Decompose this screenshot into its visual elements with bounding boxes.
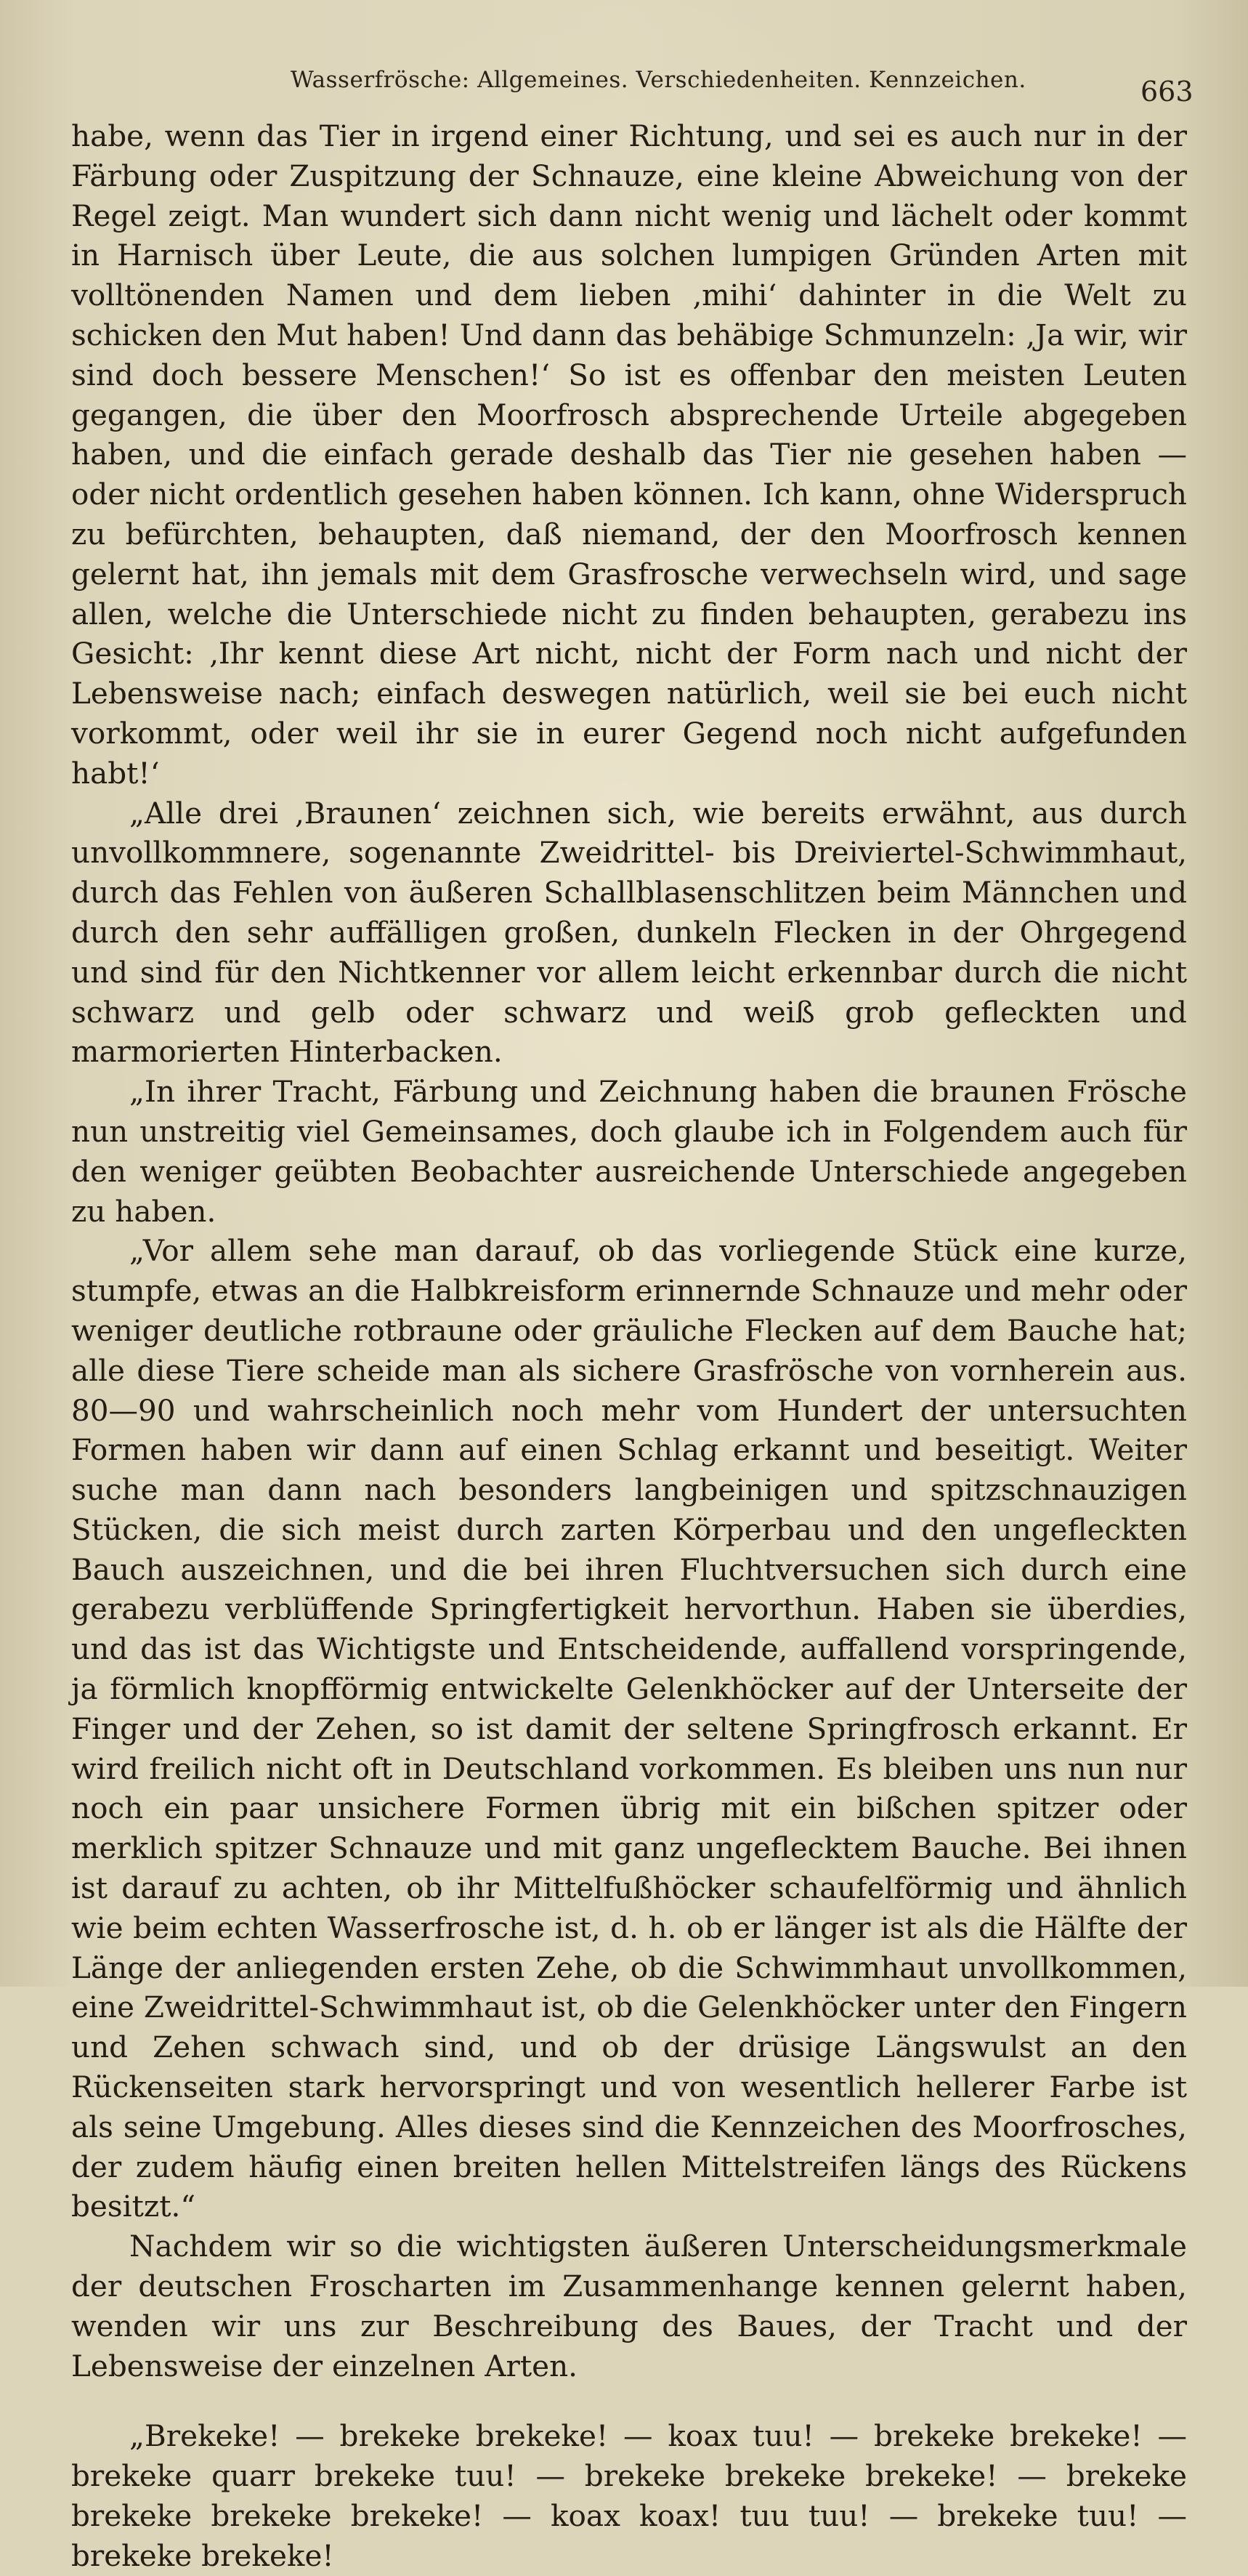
paragraph-quote-braune: „Alle drei ‚Braunen‘ zeichnen sich, wie bereits erwähnt, aus durch unvollkommnere, sogenannte Zweidrittel- bis Dreiviertel-Schwimmhaut, durch das Fehlen von äußeren Schallblasenschlitzen beim Männchen und durch den sehr auffälligen großen, dunkeln Flecken in der Ohrgegend und sind für den Nichtkenner vor allem leicht erkennbar durch die nicht schwarz und gelb oder schwarz und weiß grob gefleckten und marmorierten Hinterbacken. <box>71 795 1187 1070</box>
paragraph-quote-tracht: „In ihrer Tracht, Färbung und Zeichnung haben die braunen Frösche nun unstreitig viel Gemeinsames, doch glaube ich in Folgendem auch für den weniger geübten Beobachter ausreichende Unterschiede angegeben zu haben. <box>71 1074 1187 1229</box>
body-text <box>71 116 1187 2576</box>
paragraph-quote-vor-allem: „Vor allem sehe man darauf, ob das vorliegende Stück eine kurze, stumpfe, etwas an die Halbkreisform erinnernde Schnauze und mehr oder weniger deutliche rotbraune oder gräuliche Flecken auf dem Bauche hat; alle diese Tiere scheide man als sichere Grasfrösche von vornherein aus. 80—90 und wahrscheinlich noch mehr vom Hundert der untersuchten Formen haben wir dann auf einen Schlag erkannt und beseitigt. Weiter suche man dann nach besonders langbeinigen und spitzschnauzigen Stücken, die sich meist durch zarten Körperbau und den ungefleckten Bauch auszeichnen, und die bei ihren Fluchtversuchen sich durch eine gerabezu verblüffende Springfertigkeit hervorthun. Haben sie überdies, und das ist das Wichtigste und Entscheidende, auffallend vorspringende, ja förmlich knopfförmig entwickelte Gelenkhöcker auf der Unterseite der Finger und der Zehen, so ist damit der seltene Springfrosch erkannt. Er wird freilich nicht oft in Deutschland vorkommen. Es bleiben uns nun nur noch ein paar unsichere Formen übrig mit ein bißchen spitzer oder merklich spitzer Schnauze und mit ganz ungeflecktem Bauche. Bei ihnen ist darauf zu achten, ob ihr Mittelfußhöcker schaufelförmig und ähnlich wie beim echten Wasserfrosche ist, d. h. ob er länger ist als die Hälfte der Länge der anliegenden ersten Zehe, ob die Schwimmhaut unvollkommen, eine Zweidrittel-Schwimmhaut ist, ob die Gelenkhöcker unter den Fingern und Zehen schwach sind, und ob der drüsige Längswulst an den Rückenseiten stark hervorspringt und von wesentlich hellerer Farbe ist als seine Umgebung. Alles dieses sind die Kennzeichen des Moorfrosches, der zudem häufig einen breiten hellen Mittelstreifen längs des Rückens besitzt.“ <box>71 1233 1187 2224</box>
paragraph-brekeke: „Brekeke! — brekeke brekeke! — koax tuu! — brekeke brekeke! — brekeke quarr brekeke tuu! — brekeke brekeke brekeke! — brekeke brekeke brekeke brekeke! — koax koax! tuu tuu! — brekeke tuu! — brekeke brekeke! <box>71 2418 1187 2573</box>
running-header-title: Wasserfrösche: Allgemeines. Verschiedenheiten. Kennzeichen. <box>291 67 1026 93</box>
paragraph-nachdem: Nachdem wir so die wichtigsten äußeren Unterscheidungsmerkmale der deutschen Froscharten im Zusammenhange kennen gelernt haben, wenden wir uns zur Beschreibung des Baues, der Tracht und der Lebensweise der einzelnen Arten. <box>71 2229 1187 2383</box>
page-number: 663 <box>1140 76 1194 108</box>
paragraph-continuation: habe, wenn das Tier in irgend einer Richtung, und sei es auch nur in der Färbung oder Zuspitzung der Schnauze, eine kleine Abweichung von der Regel zeigt. Man wundert sich dann nicht wenig und lächelt oder kommt in Harnisch über Leute, die aus solchen lumpigen Gründen Arten mit volltönenden Namen und dem lieben ‚mihi‘ dahinter in die Welt zu schicken den Mut haben! Und dann das behäbige Schmunzeln: ‚Ja wir, wir sind doch bessere Menschen!‘ So ist es offenbar den meisten Leuten gegangen, die über den Moorfrosch absprechende Urteile abgegeben haben, und die einfach gerade deshalb das Tier nie gesehen haben — oder nicht ordentlich gesehen haben können. Ich kann, ohne Widerspruch zu befürchten, behaupten, daß niemand, der den Moorfrosch kennen gelernt hat, ihn jemals mit dem Grasfrosche verwechseln wird, und sage allen, welche die Unterschiede nicht zu finden behaupten, gerabezu ins Gesicht: ‚Ihr kennt diese Art nicht, nicht der Form nach und nicht der Lebensweise nach; einfach deswegen natürlich, weil sie bei euch nicht vorkommt, oder weil ihr sie in eurer Gegend noch nicht aufgefunden habt!‘ <box>71 118 1187 791</box>
